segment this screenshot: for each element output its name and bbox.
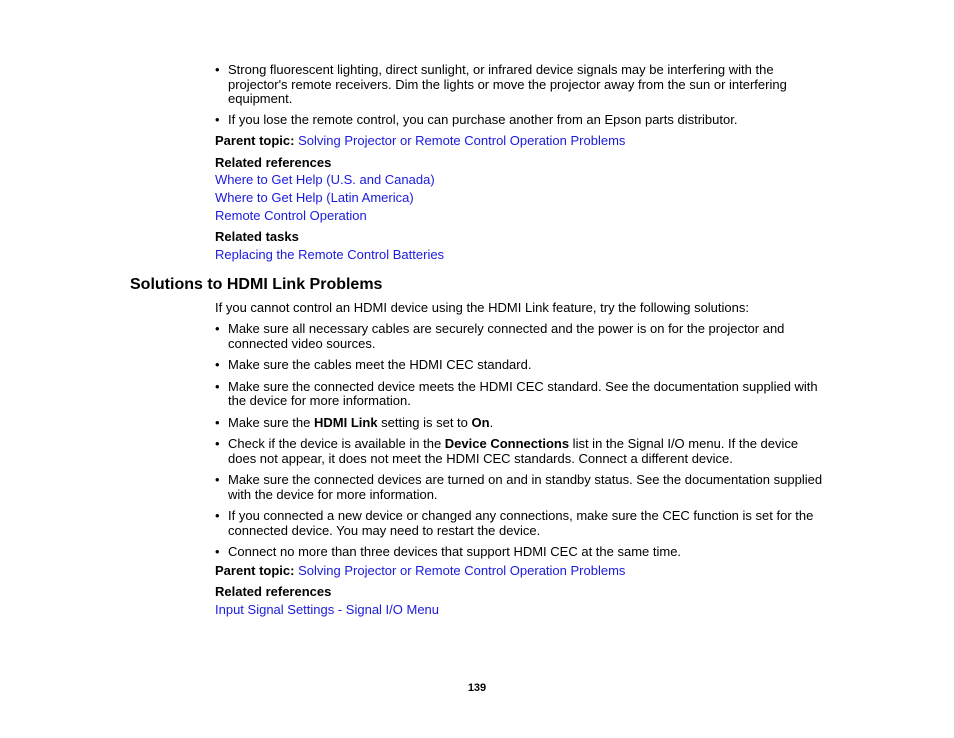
bullet-icon: •	[215, 544, 220, 559]
list-item: • Make sure the connected devices are turned on and in standby status. See the documentation supplied with the device for more information.	[215, 472, 823, 502]
related-reference-link[interactable]: Where to Get Help (Latin America)	[215, 190, 414, 205]
parent-topic	[215, 564, 825, 579]
related-references-label: Related references	[215, 584, 332, 599]
related-tasks-label: Related tasks	[215, 229, 299, 244]
related-reference-link[interactable]: Input Signal Settings - Signal I/O Menu	[215, 602, 440, 617]
bullet-icon: •	[215, 414, 220, 430]
related-reference-link[interactable]: Where to Get Help (U.S. and Canada)	[215, 172, 435, 187]
parent-topic	[215, 134, 825, 149]
bullet-icon: •	[215, 378, 220, 394]
section-heading: Solutions to HDMI Link Problems	[130, 276, 383, 293]
list-item: • Strong fluorescent lighting, direct sunlight, or infrared device signals may be interfering with the projector's remote receivers. Dim the lights or move the projector away from the sun or interfering equipment.	[215, 62, 787, 106]
section-intro: If you cannot control an HDMI device using the HDMI Link feature, try the following solutions:	[215, 300, 749, 315]
parent-topic-label: Parent topic:	[215, 133, 295, 148]
related-task-link[interactable]: Replacing the Remote Control Batteries	[215, 247, 445, 262]
parent-topic-link[interactable]: Solving Projector or Remote Control Operation Problems	[298, 133, 626, 148]
parent-topic-link[interactable]: Solving Projector or Remote Control Operation Problems	[298, 563, 626, 578]
list-item: • Make sure the connected device meets the HDMI CEC standard. See the documentation supplied with the device for more information.	[215, 378, 818, 408]
bullet-icon: •	[215, 62, 220, 77]
related-reference-link[interactable]: Remote Control Operation	[215, 208, 367, 223]
list-item: • Connect no more than three devices that support HDMI CEC at the same time.	[215, 544, 682, 559]
hdmi-bullet-list	[215, 322, 825, 560]
page-number: 139	[467, 682, 487, 694]
list-item: • Make sure the HDMI Link setting is set to On.	[215, 414, 494, 430]
bullet-icon: •	[215, 321, 220, 336]
bullet-icon: •	[215, 357, 220, 372]
bullet-icon: •	[215, 472, 220, 487]
bullet-icon: •	[215, 436, 220, 451]
list-item: • If you connected a new device or changed any connections, make sure the CEC function is set for the connected device. You may need to restart the device.	[215, 508, 814, 538]
list-item: • Make sure the cables meet the HDMI CEC standard.	[215, 357, 532, 372]
related-references-label: Related references	[215, 155, 332, 170]
bullet-icon: •	[215, 111, 220, 127]
list-item: • Check if the device is available in the Device Connections list in the Signal I/O menu. If the device does not appear, it does not meet the HDMI CEC standards. Connect a different device.	[215, 436, 799, 466]
list-item: • If you lose the remote control, you can purchase another from an Epson parts distributor.	[215, 111, 738, 127]
parent-topic-label: Parent topic:	[215, 563, 295, 578]
bullet-icon: •	[215, 508, 220, 523]
list-item: • Make sure all necessary cables are securely connected and the power is on for the projector and connected video sources.	[215, 321, 785, 351]
top-bullet-list	[215, 63, 825, 127]
